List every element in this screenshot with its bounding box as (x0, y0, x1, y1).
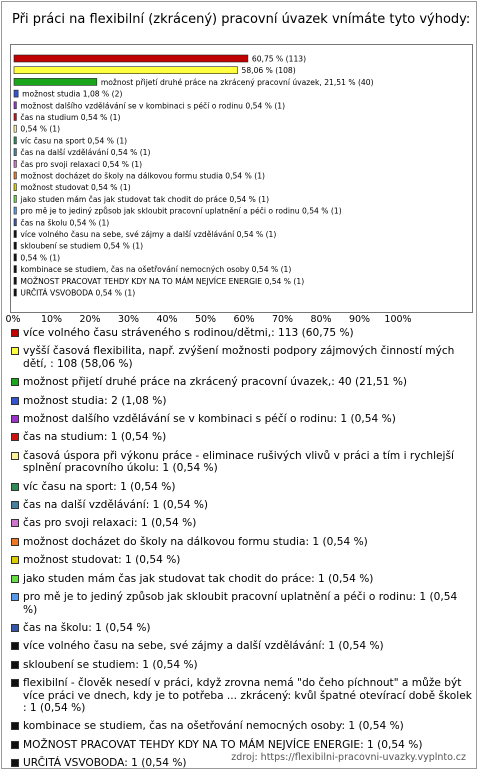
plot-area (10, 44, 473, 313)
bar-label-2: možnost přijetí druhé práce na zkrácený pracovní úvazek, 21,51 % (40) (100, 77, 374, 87)
legend-label: víc času na sport: 1 (0,54 %) (23, 480, 176, 493)
bar-12 (14, 195, 16, 202)
bar-11 (14, 184, 16, 191)
legend-item (10, 622, 472, 634)
legend-item (10, 554, 472, 566)
bar-10 (14, 172, 16, 179)
bar-6 (14, 125, 16, 132)
legend-swatch (11, 556, 19, 564)
legend-item (10, 481, 472, 493)
bar-18 (14, 266, 16, 273)
legend-swatch (11, 642, 19, 650)
bar-13 (14, 207, 16, 214)
x-tick-label: 100% (384, 314, 412, 325)
x-tick-label: 20% (79, 314, 101, 325)
legend-label: kombinace se studiem, čas na ošetřování nemocných osoby: 1 (0,54 %) (23, 720, 404, 733)
legend-item (10, 395, 472, 407)
legend-item (10, 591, 472, 616)
legend-item (10, 431, 472, 443)
legend-swatch (11, 433, 19, 441)
bar-label-15: více volného času na sebe, své zájmy a další vzdělávání 0,54 % (1) (20, 230, 277, 239)
bar-label-17: 0,54 % (1) (20, 253, 61, 263)
bar-14 (14, 219, 16, 226)
bar-4 (14, 102, 16, 109)
legend-swatch (11, 452, 19, 460)
legend-swatch (11, 519, 19, 527)
bar-label-0: 60,75 % (113) (251, 54, 307, 64)
legend-label: jako studen mám čas jak studovat tak chodit do práce: 1 (0,54 %) (23, 572, 374, 585)
bar-16 (14, 242, 16, 249)
bar-label-14: čas na školu 0,54 % (1) (20, 218, 110, 228)
bar-0 (14, 55, 248, 62)
legend-label: možnost dalšího vzdělávání se v kombinaci s péčí o rodinu: 1 (0,54 %) (23, 413, 396, 426)
legend-swatch (11, 661, 19, 669)
legend-label: čas na další vzdělávání: 1 (0,54 %) (23, 499, 209, 512)
source-link[interactable]: zdroj: https://flexibilni-pracovni-uvazky.vyplnto.cz (231, 752, 466, 763)
legend-swatch (11, 759, 19, 767)
legend-item (10, 573, 472, 585)
legend-item (10, 739, 472, 751)
bar-8 (14, 149, 16, 156)
legend-label: URČITÁ VSVOBODA: 1 (0,54 %) (23, 757, 187, 770)
legend-item (10, 640, 472, 652)
legend-item (10, 536, 472, 548)
legend-label: čas pro svoji relaxaci: 1 (0,54 %) (23, 517, 197, 530)
legend-swatch (11, 483, 19, 491)
bar-3 (14, 90, 18, 97)
legend-item (10, 345, 472, 370)
bar-label-20: URČITÁ VSVOBODA 0,54 % (1) (20, 288, 136, 298)
x-tick-label: 80% (310, 314, 332, 325)
bar-label-11: možnost studovat 0,54 % (1) (20, 183, 131, 193)
legend-item (10, 499, 472, 511)
bar-15 (14, 231, 16, 238)
bar-1 (14, 67, 238, 74)
legend-swatch (11, 593, 19, 601)
bar-17 (14, 254, 16, 261)
legend-item (10, 659, 472, 671)
bar-label-18: kombinace se studiem, čas na ošetřování nemocných osoby 0,54 % (1) (20, 265, 292, 275)
x-tick-label: 60% (233, 314, 255, 325)
legend-swatch (11, 679, 19, 687)
legend-swatch (11, 501, 19, 509)
bar-label-6: 0,54 % (1) (20, 124, 61, 134)
legend-swatch (11, 624, 19, 632)
bar-label-19: MOŽNOST PRACOVAT TEHDY KDY NA TO MÁM NEJVÍCE ENERGIE 0,54 % (1) (20, 276, 305, 286)
bar-label-13: pro mě je to jediný způsob jak skloubit pracovní uplatnění a péči o rodinu 0,54 % (1) (20, 206, 342, 216)
x-tick-label: 0% (5, 314, 21, 325)
bar-7 (14, 137, 16, 144)
bar-20 (14, 289, 16, 296)
legend-label: vyšší časová flexibilita, např. zvýšení možnosti podpory zájmových činností mých dětí, : 108 (58,06 %) (23, 345, 455, 370)
legend-label: možnost studovat: 1 (0,54 %) (23, 554, 181, 567)
legend-item (10, 450, 472, 475)
bar-chart (11, 45, 472, 312)
bar-19 (14, 277, 16, 284)
legend-label: možnost přijetí druhé práce na zkrácený pracovní úvazek,: 40 (21,51 %) (23, 376, 408, 389)
x-tick-label: 90% (348, 314, 371, 325)
legend-item (10, 376, 472, 388)
bar-5 (14, 114, 16, 121)
legend-label: čas na školu: 1 (0,54 %) (23, 621, 151, 634)
legend-label: více volného času na sebe, své zájmy a další vzdělávání: 1 (0,54 %) (23, 640, 384, 653)
legend-label: flexibilní - člověk nesedí v práci, když zrovna nemá "do čeho píchnout" a může být více práci ve dnech, kdy je to potřeba ... zkrácený: kvůl špatné otevírací době školek : 1 (0,54 %) (23, 677, 472, 714)
bar-2 (14, 78, 97, 85)
x-tick-label: 50% (194, 314, 217, 325)
legend-swatch (11, 329, 19, 337)
legend (10, 327, 472, 776)
bar-label-8: čas na další vzdělávání 0,54 % (1) (20, 148, 151, 158)
legend-item (10, 720, 472, 732)
bar-label-12: jako studen mám čas jak studovat tak chodit do práce 0,54 % (1) (20, 194, 270, 204)
x-tick-label: 10% (40, 314, 63, 325)
bar-label-1: 58,06 % (108) (241, 66, 296, 76)
legend-swatch (11, 397, 19, 405)
x-tick-label: 30% (117, 314, 140, 325)
legend-label: časová úspora při výkonu práce - eliminace rušivých vlivů v práci a tím i rychlejší splnění pracovního úkolu: 1 (0,54 %) (23, 449, 454, 475)
legend-label: MOŽNOST PRACOVAT TEHDY KDY NA TO MÁM NEJVÍCE ENERGIE: 1 (0,54 %) (23, 738, 423, 751)
bar-label-9: čas pro svoji relaxaci 0,54 % (1) (20, 159, 143, 169)
legend-swatch (11, 722, 19, 730)
legend-label: pro mě je to jediný způsob jak skloubit pracovní uplatnění a péči o rodinu: 1 (0,54 %) (23, 591, 458, 616)
legend-swatch (11, 415, 19, 423)
legend-swatch (11, 378, 19, 386)
legend-label: více volného času stráveného s rodinou/dětmi,: 113 (60,75 %) (23, 327, 354, 339)
bar-label-5: čas na studium 0,54 % (1) (20, 113, 121, 122)
legend-label: skloubení se studiem: 1 (0,54 %) (23, 658, 198, 671)
bar-label-16: skloubení se studiem 0,54 % (1) (20, 241, 144, 251)
legend-item (10, 517, 472, 529)
legend-item (10, 413, 472, 425)
bar-label-7: víc času na sport 0,54 % (1) (20, 136, 128, 146)
chart-title: Při práci na flexibilní (zkrácený) pracovní úvazek vnímáte tyto výhody: (12, 12, 471, 27)
bar-9 (14, 160, 16, 167)
legend-label: možnost studia: 2 (1,08 %) (23, 394, 167, 407)
bar-label-4: možnost dalšího vzdělávání se v kombinaci s péčí o rodinu 0,54 % (1) (20, 101, 286, 111)
bar-label-3: možnost studia 1,08 % (2) (22, 89, 123, 99)
x-tick-label: 70% (271, 314, 294, 325)
x-tick-label: 40% (156, 314, 178, 325)
legend-item (10, 677, 472, 714)
legend-swatch (11, 575, 19, 583)
legend-label: čas na studium: 1 (0,54 %) (23, 431, 167, 444)
bar-label-10: možnost docházet do školy na dálkovou formu studia 0,54 % (1) (20, 171, 266, 181)
legend-item (10, 327, 472, 339)
legend-label: možnost docházet do školy na dálkovou formu studia: 1 (0,54 %) (23, 535, 368, 548)
legend-swatch (11, 347, 19, 355)
legend-swatch (11, 538, 19, 546)
legend-swatch (11, 741, 19, 749)
chart-panel (1, 1, 477, 769)
